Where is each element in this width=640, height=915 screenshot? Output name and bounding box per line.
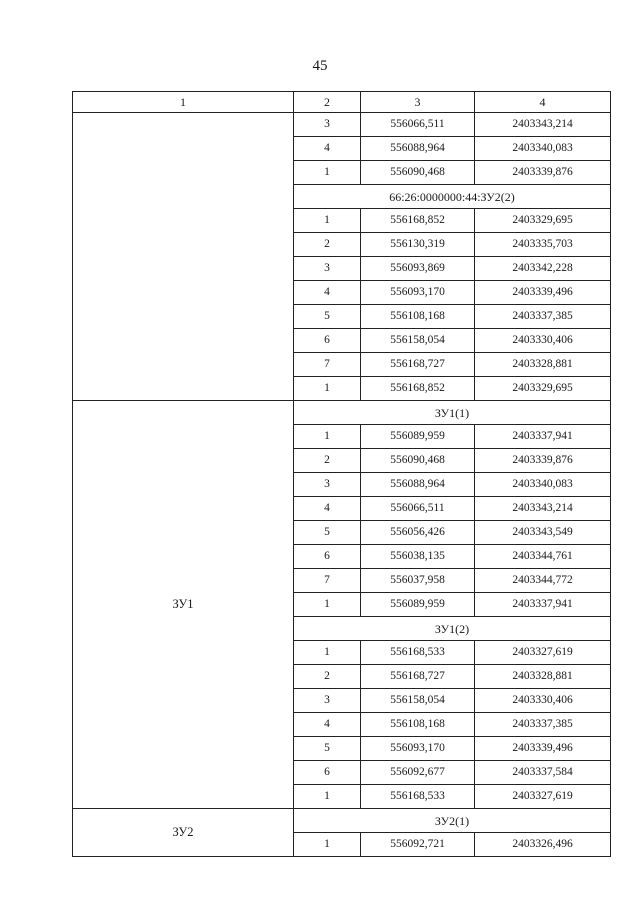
point-number-cell: 1 <box>294 593 361 617</box>
section-row <box>73 401 611 425</box>
x-coordinate-cell: 556090,468 <box>361 449 475 473</box>
point-number-cell: 4 <box>294 281 361 305</box>
point-number-cell: 5 <box>294 737 361 761</box>
y-coordinate-cell: 2403344,772 <box>475 569 611 593</box>
x-coordinate-cell: 556088,964 <box>361 473 475 497</box>
y-coordinate-cell: 2403343,214 <box>475 113 611 137</box>
contour-title-cell: 66:26:0000000:44:ЗУ2(2) <box>294 185 611 209</box>
parcel-label-cell <box>73 113 294 401</box>
x-coordinate-cell: 556093,170 <box>361 737 475 761</box>
point-number-cell: 1 <box>294 641 361 665</box>
point-number-cell: 1 <box>294 209 361 233</box>
point-number-cell: 1 <box>294 425 361 449</box>
point-number-cell: 1 <box>294 785 361 809</box>
y-coordinate-cell: 2403329,695 <box>475 209 611 233</box>
x-coordinate-cell: 556092,677 <box>361 761 475 785</box>
y-coordinate-cell: 2403337,584 <box>475 761 611 785</box>
point-number-cell: 2 <box>294 665 361 689</box>
x-coordinate-cell: 556092,721 <box>361 833 475 857</box>
section-row <box>73 809 611 833</box>
y-coordinate-cell: 2403329,695 <box>475 377 611 401</box>
point-number-cell: 3 <box>294 257 361 281</box>
y-coordinate-cell: 2403343,549 <box>475 521 611 545</box>
y-coordinate-cell: 2403330,406 <box>475 689 611 713</box>
table-row <box>73 113 611 137</box>
point-number-cell: 7 <box>294 569 361 593</box>
point-number-cell: 6 <box>294 761 361 785</box>
point-number-cell: 6 <box>294 329 361 353</box>
y-coordinate-cell: 2403339,496 <box>475 281 611 305</box>
x-coordinate-cell: 556038,135 <box>361 545 475 569</box>
x-coordinate-cell: 556090,468 <box>361 161 475 185</box>
y-coordinate-cell: 2403337,941 <box>475 425 611 449</box>
coordinates-table <box>72 91 611 857</box>
contour-title-cell: ЗУ2(1) <box>294 809 611 833</box>
page-number: 45 <box>312 58 328 74</box>
x-coordinate-cell: 556089,959 <box>361 593 475 617</box>
x-coordinate-cell: 556168,533 <box>361 641 475 665</box>
x-coordinate-cell: 556037,958 <box>361 569 475 593</box>
x-coordinate-cell: 556093,869 <box>361 257 475 281</box>
header-cell-col3: 3 <box>361 92 475 113</box>
y-coordinate-cell: 2403327,619 <box>475 641 611 665</box>
x-coordinate-cell: 556066,511 <box>361 497 475 521</box>
y-coordinate-cell: 2403342,228 <box>475 257 611 281</box>
point-number-cell: 1 <box>294 833 361 857</box>
point-number-cell: 5 <box>294 521 361 545</box>
y-coordinate-cell: 2403330,406 <box>475 329 611 353</box>
point-number-cell: 7 <box>294 353 361 377</box>
y-coordinate-cell: 2403339,876 <box>475 161 611 185</box>
header-cell-col1: 1 <box>73 92 294 113</box>
y-coordinate-cell: 2403339,876 <box>475 449 611 473</box>
x-coordinate-cell: 556168,727 <box>361 353 475 377</box>
parcel-label-cell: ЗУ1 <box>73 401 294 809</box>
x-coordinate-cell: 556093,170 <box>361 281 475 305</box>
x-coordinate-cell: 556158,054 <box>361 329 475 353</box>
x-coordinate-cell: 556056,426 <box>361 521 475 545</box>
point-number-cell: 1 <box>294 377 361 401</box>
x-coordinate-cell: 556168,533 <box>361 785 475 809</box>
point-number-cell: 5 <box>294 305 361 329</box>
coordinates-table-body <box>73 92 611 857</box>
header-cell-col2: 2 <box>294 92 361 113</box>
header-cell-col4: 4 <box>475 92 611 113</box>
parcel-label-cell: ЗУ2 <box>73 809 294 857</box>
x-coordinate-cell: 556089,959 <box>361 425 475 449</box>
x-coordinate-cell: 556088,964 <box>361 137 475 161</box>
point-number-cell: 6 <box>294 545 361 569</box>
point-number-cell: 1 <box>294 161 361 185</box>
x-coordinate-cell: 556108,168 <box>361 713 475 737</box>
x-coordinate-cell: 556168,852 <box>361 377 475 401</box>
y-coordinate-cell: 2403339,496 <box>475 737 611 761</box>
x-coordinate-cell: 556168,852 <box>361 209 475 233</box>
y-coordinate-cell: 2403337,941 <box>475 593 611 617</box>
contour-title-cell: ЗУ1(2) <box>294 617 611 641</box>
point-number-cell: 3 <box>294 113 361 137</box>
header-row <box>73 92 611 113</box>
point-number-cell: 4 <box>294 713 361 737</box>
y-coordinate-cell: 2403344,761 <box>475 545 611 569</box>
x-coordinate-cell: 556066,511 <box>361 113 475 137</box>
point-number-cell: 2 <box>294 449 361 473</box>
y-coordinate-cell: 2403328,881 <box>475 353 611 377</box>
y-coordinate-cell: 2403335,703 <box>475 233 611 257</box>
point-number-cell: 3 <box>294 689 361 713</box>
y-coordinate-cell: 2403343,214 <box>475 497 611 521</box>
point-number-cell: 3 <box>294 473 361 497</box>
x-coordinate-cell: 556158,054 <box>361 689 475 713</box>
y-coordinate-cell: 2403328,881 <box>475 665 611 689</box>
y-coordinate-cell: 2403337,385 <box>475 713 611 737</box>
y-coordinate-cell: 2403340,083 <box>475 473 611 497</box>
point-number-cell: 4 <box>294 497 361 521</box>
point-number-cell: 4 <box>294 137 361 161</box>
y-coordinate-cell: 2403337,385 <box>475 305 611 329</box>
x-coordinate-cell: 556108,168 <box>361 305 475 329</box>
point-number-cell: 2 <box>294 233 361 257</box>
x-coordinate-cell: 556168,727 <box>361 665 475 689</box>
y-coordinate-cell: 2403340,083 <box>475 137 611 161</box>
contour-title-cell: ЗУ1(1) <box>294 401 611 425</box>
y-coordinate-cell: 2403326,496 <box>475 833 611 857</box>
y-coordinate-cell: 2403327,619 <box>475 785 611 809</box>
x-coordinate-cell: 556130,319 <box>361 233 475 257</box>
